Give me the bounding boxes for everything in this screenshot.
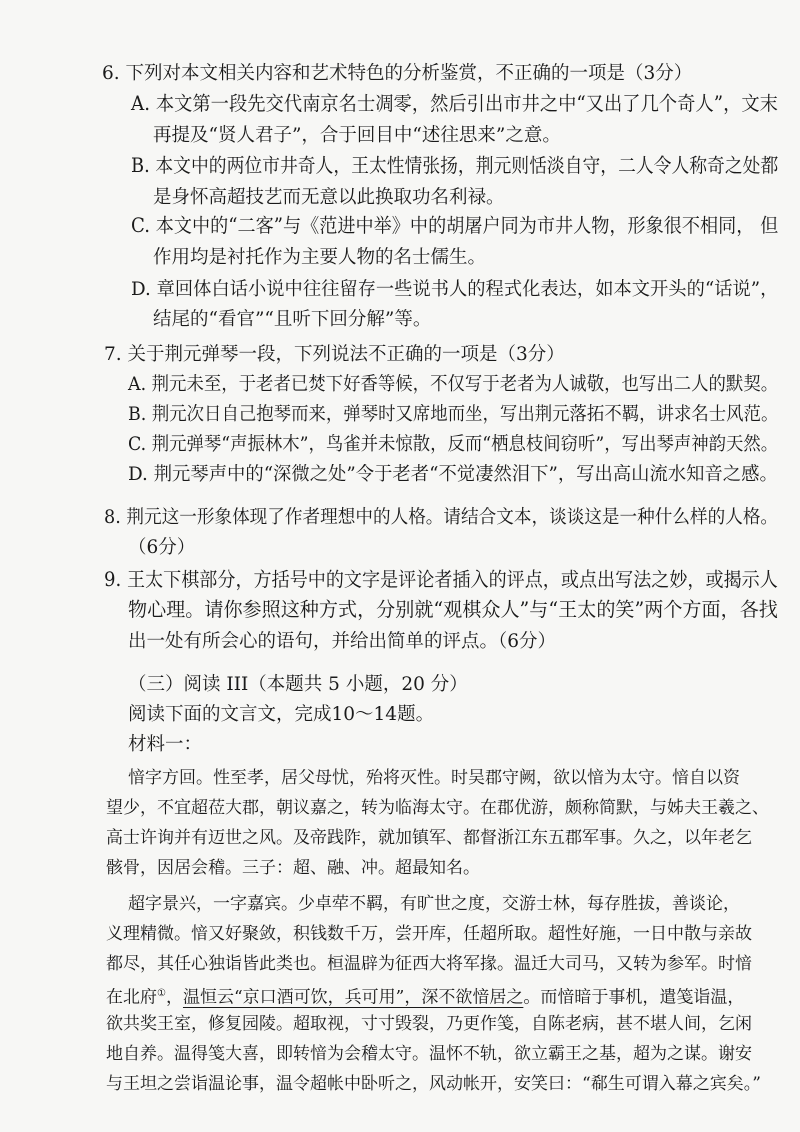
- question-6-option-a-line-1: A. 本文第一段先交代南京名士凋零，然后引出市井之中“又出了几个奇人”，文末: [131, 92, 778, 115]
- passage-p2-line-6: 地自养。温得笺大喜，即转愔为会稽太守。温怀不轨，欲立霸王之基，超为之谋。谢安: [106, 1044, 752, 1064]
- passage-p2-line-4: [106, 982, 744, 1010]
- footnote-marker: ①: [157, 988, 166, 999]
- question-6-option-d-line-1: D. 章回体白话小说中往往留存一些说书人的程式化表达，如本文开头的“话说”，: [131, 279, 779, 300]
- question-6-option-b-line-2: 是身怀高超技艺而无意以此换取功名利禄。: [153, 187, 505, 208]
- passage-p1-line-3: 高士许询并有迈世之风。及帝践阼，就加镇军、都督浙江东五郡军事。久之，以年老乞: [106, 828, 752, 848]
- question-9-line-3: 出一处有所会心的语句，并给出简单的评点。（6分）: [128, 631, 557, 652]
- question-7-option-c: C. 荆元弹琴“声振林木”，鸟雀并未惊散，反而“栖息枝间窃听”，写出琴声神韵天然。: [128, 434, 779, 455]
- underlined-sentence: 温恒云“京口酒可饮，兵可用”，深不欲愔居之: [182, 987, 524, 1008]
- passage-p2-line-3: 都尽，其任心独诣皆此类也。桓温辟为征西大将军掾。温迁大司马，又转为参军。时愔: [106, 954, 752, 974]
- passage-text: ，: [165, 987, 183, 1008]
- passage-p2-line-1: 超字景兴，一字嘉宾。少卓荦不羁，有旷世之度，交游士林，每存胜拔，善谈论，: [128, 894, 740, 914]
- question-7-stem: 7. 关于荆元弹琴一段，下列说法不正确的一项是（3分）: [104, 344, 565, 365]
- question-7-option-d: D. 荆元琴声中的“深微之处”令于老者“不觉凄然泪下”，写出高山流水知音之感。: [128, 464, 778, 485]
- passage-text: 在北府: [106, 987, 157, 1008]
- question-6-option-d-line-2: 结尾的“看官”“且听下回分解”等。: [153, 309, 432, 330]
- question-6-option-c-line-2: 作用均是衬托作为主要人物的名士儒生。: [153, 247, 487, 268]
- question-8-line-2: （6分）: [128, 537, 196, 558]
- section-3-title: （三）阅读 III（本题共 5 小题，20 分）: [128, 674, 468, 695]
- section-3-instructions: 阅读下面的文言文，完成10～14题。: [128, 704, 435, 725]
- question-9-line-1: 9. 王太下棋部分，方括号中的文字是评论者插入的评点，或点出写法之妙，或揭示人: [104, 568, 778, 591]
- question-6-option-a-line-2: 再提及“贤人君子”，合于回目中“述往思来”之意。: [153, 125, 561, 146]
- question-7-option-b: B. 荆元次日自己抱琴而来，弹琴时又席地而坐，写出荆元落拓不羁，讲求名士风范。: [128, 404, 779, 425]
- passage-p1-line-1: 愔字方回。性至孝，居父母忧，殆将灭性。时吴郡守阙，欲以愔为太守。愔自以资: [128, 768, 740, 788]
- passage-p2-line-5: 欲共奖王室，修复园陵。超取视，寸寸毁裂，乃更作笺，自陈老病，甚不堪人间，乞闲: [106, 1014, 752, 1034]
- question-6-option-b-line-1: B. 本文中的两位市井奇人，王太性情张扬，荆元则恬淡自守，二人令人称奇之处都: [131, 154, 779, 177]
- passage-text: 。而愔暗于事机，遣笺诣温，: [523, 987, 745, 1008]
- question-8-line-1: 8. 荆元这一形象体现了作者理想中的人格。请结合文本，谈谈这是一种什么样的人格。: [104, 507, 779, 528]
- passage-p2-line-7: 与王坦之尝诣温论事，温令超帐中卧听之，风动帐开，安笑曰：“郗生可谓入幕之宾矣。”: [106, 1074, 761, 1094]
- passage-p1-line-2: 望少，不宜超莅大郡，朝议嘉之，转为临海太守。在郡优游，颇称简默，与姊夫王羲之、: [106, 798, 769, 818]
- question-6-stem: 6. 下列对本文相关内容和艺术特色的分析鉴赏，不正确的一项是（3分）: [102, 63, 693, 84]
- question-9-line-2: 物心理。请你参照这种方式，分别就“观棋众人”与“王太的笑”两个方面，各找: [128, 598, 778, 621]
- passage-p2-line-2: 义理精微。愔又好聚敛，积钱数千万，尝开库，任超所取。超性好施，一日中散与亲故: [106, 924, 752, 944]
- passage-p1-line-4: 骸骨，因居会稽。三子：超、融、冲。超最知名。: [106, 858, 480, 878]
- question-6-option-c-line-1: C. 本文中的“二客”与《范进中举》中的胡屠户同为市井人物，形象很不相同， 但: [131, 214, 779, 237]
- material-one-label: 材料一：: [128, 734, 203, 755]
- question-7-option-a: A. 荆元未至，于老者已焚下好香等候，不仅写于老者为人诚敬，也写出二人的默契。: [128, 374, 779, 395]
